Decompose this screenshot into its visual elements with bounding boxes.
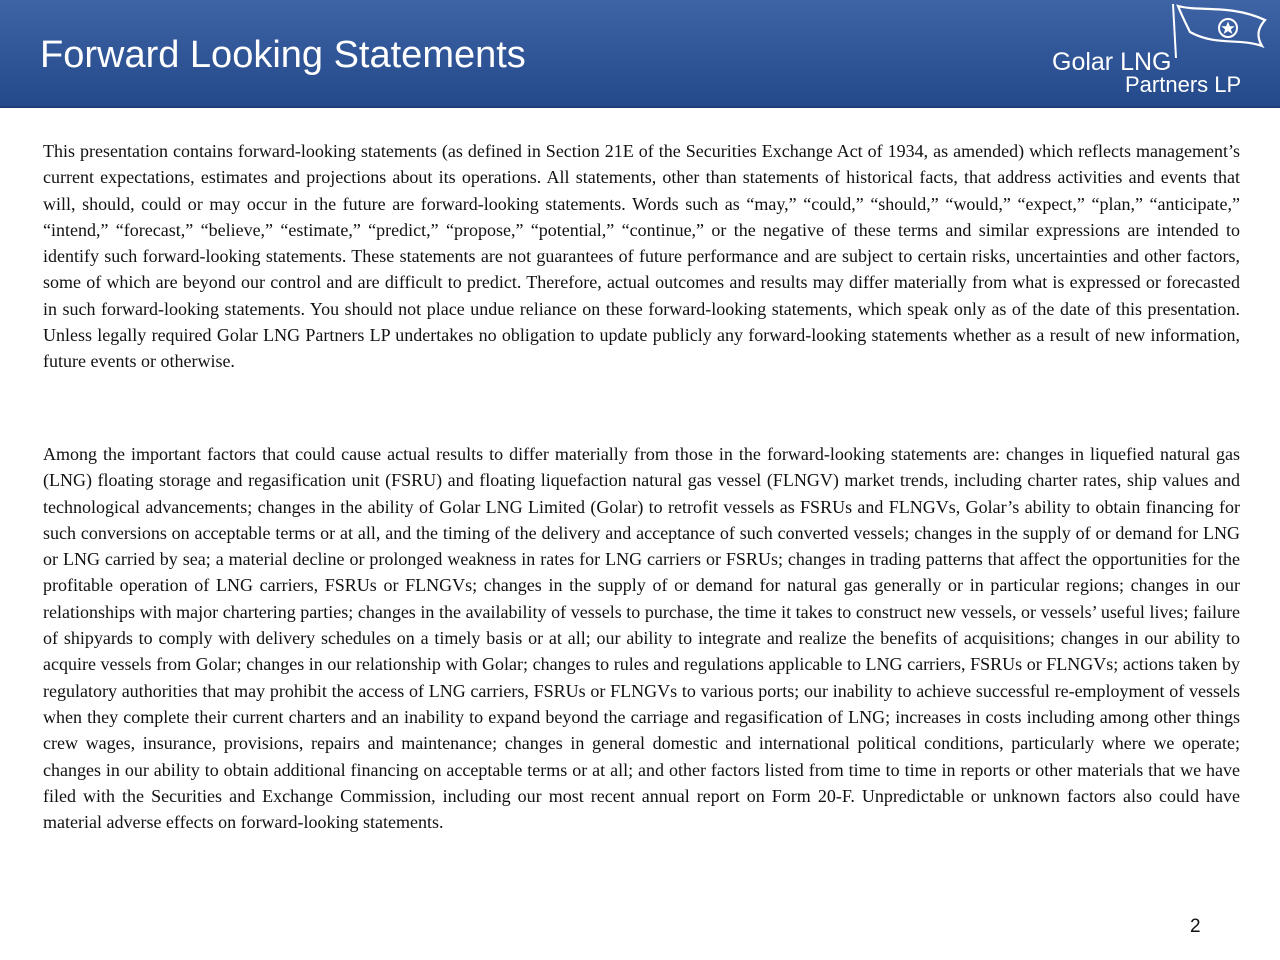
logo-text-partners-lp: Partners LP xyxy=(1125,72,1242,97)
page-title: Forward Looking Statements xyxy=(40,34,526,76)
logo-text-golar-lng: Golar LNG xyxy=(1052,48,1172,76)
flag-icon xyxy=(1170,2,1280,62)
page-number: 2 xyxy=(1190,916,1201,937)
disclaimer-paragraph-1: This presentation contains forward-looking statements (as defined in Section 21E of the Securities Exchange Act of 1934, as amended) which reflects management’s current expectations, estimates and projections about its operations. All statements, other than statements of historical facts, that address activities and events that will, should, could or may occur in the future are forward-looking statements. Words such as “may,” “could,” “should,” “would,” “expect,” “plan,” “anticipate,” “intend,” “forecast,” “believe,” “estimate,” “predict,” “propose,” “potential,” “continue,” or the negative of these terms and similar expressions are intended to identify such forward-looking statements. These statements are not guarantees of future performance and are subject to certain risks, uncertainties and other factors, some of which are beyond our control and are difficult to predict. Therefore, actual outcomes and results may differ materially from what is expressed or forecasted in such forward-looking statements. You should not place undue reliance on these forward-looking statements, which speak only as of the date of this presentation. Unless legally required Golar LNG Partners LP undertakes no obligation to update publicly any forward-looking statements whether as a result of new information, future events or otherwise. xyxy=(43,141,1240,372)
disclaimer-paragraph-2: Among the important factors that could cause actual results to differ materially from those in the forward-looking statements are: changes in liquefied natural gas (LNG) floating storage and regasification unit (FSRU) and floating liquefaction natural gas vessel (FLNGV) market trends, including charter rates, ship values and technological advancements; changes in the ability of Golar LNG Limited (Golar) to retrofit vessels as FSRUs and FLNGVs, Golar’s ability to obtain financing for such conversions on acceptable terms or at all, and the timing of the delivery and acceptance of such converted vessels; changes in the supply of or demand for LNG or LNG carried by sea; a material decline or prolonged weakness in rates for LNG carriers or FSRUs; changes in trading patterns that affect the opportunities for the profitable operation of LNG carriers, FSRUs or FLNGVs; changes in the supply of or demand for natural gas generally or in particular regions; changes in our relationships with major chartering parties; changes in the availability of vessels to purchase, the time it takes to construct new vessels, or vessels’ useful lives; failure of shipyards to comply with delivery schedules on a timely basis or at all; our ability to integrate and realize the benefits of acquisitions; changes in our ability to acquire vessels from Golar; changes in our relationship with Golar; changes to rules and regulations applicable to LNG carriers, FSRUs or FLNGVs; actions taken by regulatory authorities that may prohibit the access of LNG carriers, FSRUs or FLNGVs to various ports; our inability to achieve successful re-employment of vessels when they complete their current charters and an inability to expand beyond the carriage and regasification of LNG; increases in costs including among other things crew wages, insurance, provisions, repairs and maintenance; changes in general domestic and international political conditions, particularly where we operate; changes in our ability to obtain additional financing on acceptable terms or at all; and other factors listed from time to time in reports or other materials that we have filed with the Securities and Exchange Commission, including our most recent annual report on Form 20-F. Unpredictable or unknown factors also could have material adverse effects on forward-looking statements. xyxy=(43,444,1240,833)
header-bar xyxy=(0,0,1280,108)
company-logo xyxy=(1040,0,1280,106)
